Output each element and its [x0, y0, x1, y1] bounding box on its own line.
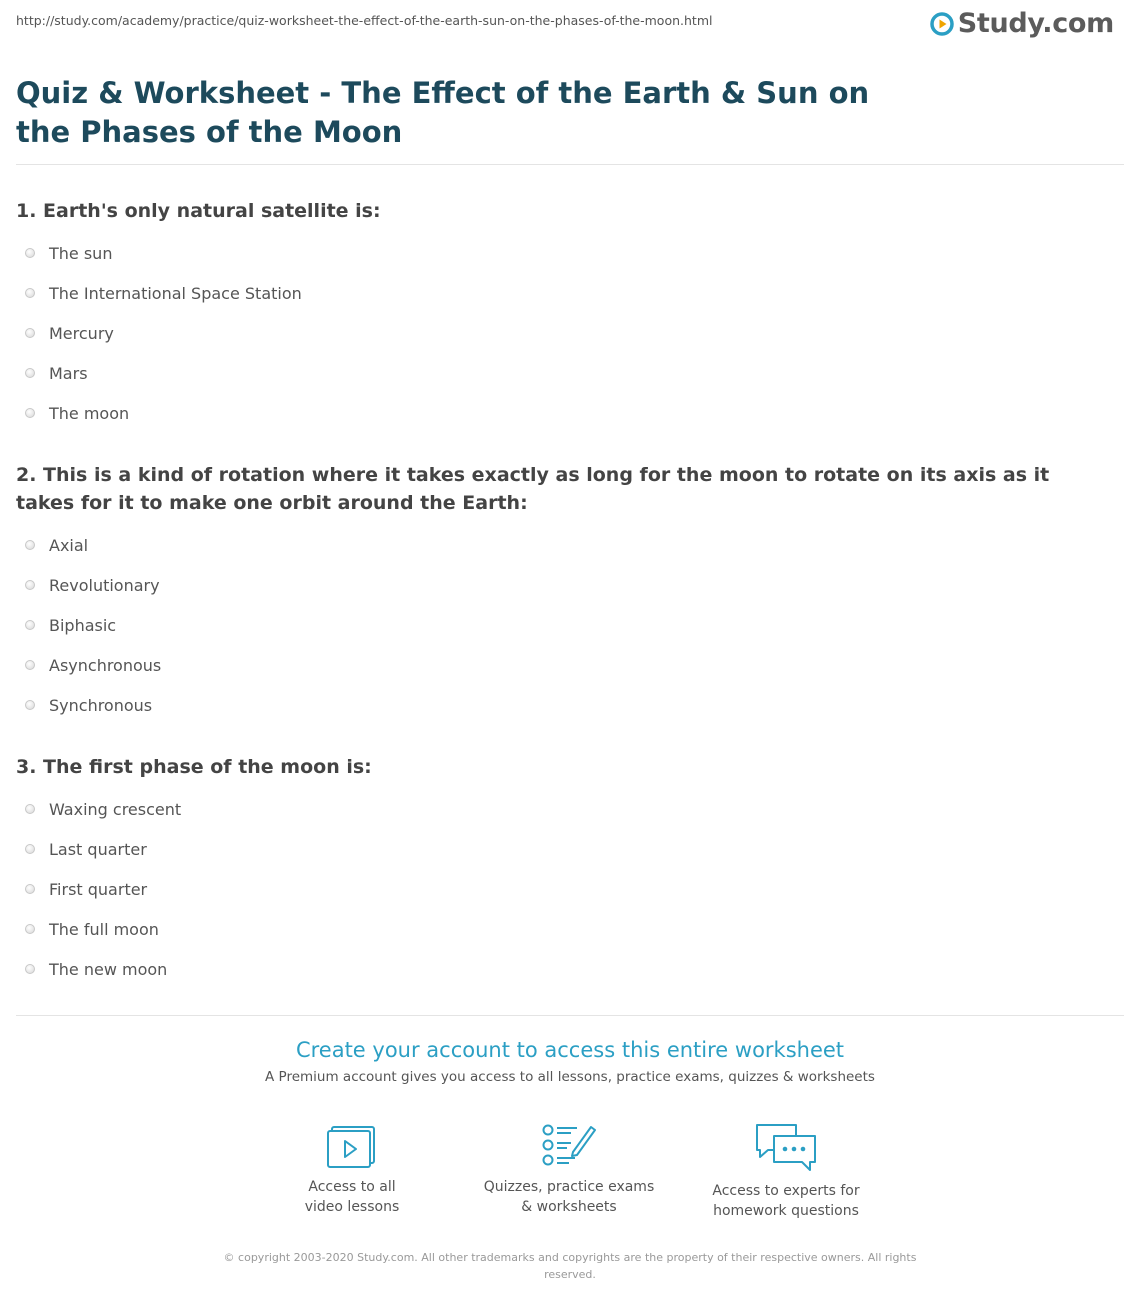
radio-button[interactable] — [25, 540, 35, 550]
answer-label: The full moon — [49, 919, 159, 939]
quiz-checklist-icon — [541, 1122, 597, 1168]
feature-label-line: & worksheets — [521, 1199, 617, 1215]
logo-text: Study.com — [957, 8, 1114, 39]
answer-option[interactable] — [16, 789, 1111, 829]
radio-button[interactable] — [25, 248, 35, 258]
answer-label: Biphasic — [49, 615, 117, 635]
radio-button[interactable] — [25, 700, 35, 710]
answer-option[interactable] — [16, 273, 1111, 313]
feature-label-line: video lessons — [304, 1199, 400, 1215]
answer-option[interactable] — [16, 353, 1111, 393]
radio-button[interactable] — [25, 288, 35, 298]
question-text: 2. This is a kind of rotation where it takes exactly as long for the moon to rotate on its axis as it takes for it to make one orbit around the Earth: — [16, 464, 1050, 514]
page-url: http://study.com/academy/practice/quiz-worksheet-the-effect-of-the-earth-sun-on-the-phases-of-the-moon.html — [16, 13, 713, 28]
answer-label: The new moon — [49, 959, 168, 979]
create-account-link[interactable]: Create your account to access this entire worksheet — [295, 1038, 845, 1062]
feature-label-line: Access to experts for — [712, 1183, 860, 1199]
radio-button[interactable] — [25, 408, 35, 418]
premium-description: A Premium account gives you access to all lessons, practice exams, quizzes & worksheets — [265, 1069, 875, 1085]
answer-label: Waxing crescent — [49, 799, 182, 819]
question-3 — [16, 753, 1111, 989]
answer-option[interactable] — [16, 909, 1111, 949]
answer-option[interactable] — [16, 869, 1111, 909]
answer-label: The International Space Station — [49, 283, 302, 303]
play-icon — [930, 12, 954, 36]
answer-label: The moon — [49, 403, 130, 423]
copyright-footer: © copyright 2003-2020 Study.com. All other trademarks and copyrights are the property of their respective owners. All rights reserved. — [223, 1251, 917, 1281]
radio-button[interactable] — [25, 964, 35, 974]
answer-option[interactable] — [16, 393, 1111, 433]
page-title: Quiz & Worksheet - The Effect of the Earth & Sun on the Phases of the Moon — [16, 76, 870, 149]
divider — [16, 1015, 1124, 1016]
answer-label: Synchronous — [49, 695, 153, 715]
answer-label: Axial — [49, 535, 89, 555]
answer-label: Mars — [49, 363, 88, 383]
answer-label: Mercury — [49, 323, 114, 343]
radio-button[interactable] — [25, 804, 35, 814]
radio-button[interactable] — [25, 580, 35, 590]
radio-button[interactable] — [25, 924, 35, 934]
radio-button[interactable] — [25, 368, 35, 378]
feature-quizzes — [469, 1122, 669, 1217]
radio-button[interactable] — [25, 844, 35, 854]
chat-bubbles-icon — [754, 1122, 818, 1172]
answer-label: First quarter — [49, 879, 148, 899]
answer-option[interactable] — [16, 233, 1111, 273]
answer-option[interactable] — [16, 565, 1111, 605]
answer-option[interactable] — [16, 685, 1111, 725]
answer-option[interactable] — [16, 829, 1111, 869]
answer-label: The sun — [49, 243, 113, 263]
answer-label: Revolutionary — [49, 575, 160, 595]
question-text: 3. The first phase of the moon is: — [16, 756, 372, 778]
radio-button[interactable] — [25, 660, 35, 670]
answer-label: Last quarter — [49, 839, 147, 859]
answer-option[interactable] — [16, 645, 1111, 685]
feature-experts — [686, 1122, 886, 1221]
question-2 — [16, 461, 1111, 725]
answer-label: Asynchronous — [49, 655, 162, 675]
question-text: 1. Earth's only natural satellite is: — [16, 200, 381, 222]
feature-label-line: Quizzes, practice exams — [483, 1179, 655, 1195]
divider — [16, 164, 1124, 165]
radio-button[interactable] — [25, 884, 35, 894]
question-1 — [16, 197, 1111, 433]
radio-button[interactable] — [25, 328, 35, 338]
study-com-logo[interactable] — [930, 8, 1114, 39]
answer-option[interactable] — [16, 605, 1111, 645]
answer-option[interactable] — [16, 313, 1111, 353]
radio-button[interactable] — [25, 620, 35, 630]
answer-option[interactable] — [16, 525, 1111, 565]
feature-label-line: Access to all — [308, 1179, 396, 1195]
video-lesson-icon — [326, 1122, 378, 1168]
feature-video-lessons — [252, 1122, 452, 1217]
answer-option[interactable] — [16, 949, 1111, 989]
feature-label-line: homework questions — [713, 1203, 859, 1219]
